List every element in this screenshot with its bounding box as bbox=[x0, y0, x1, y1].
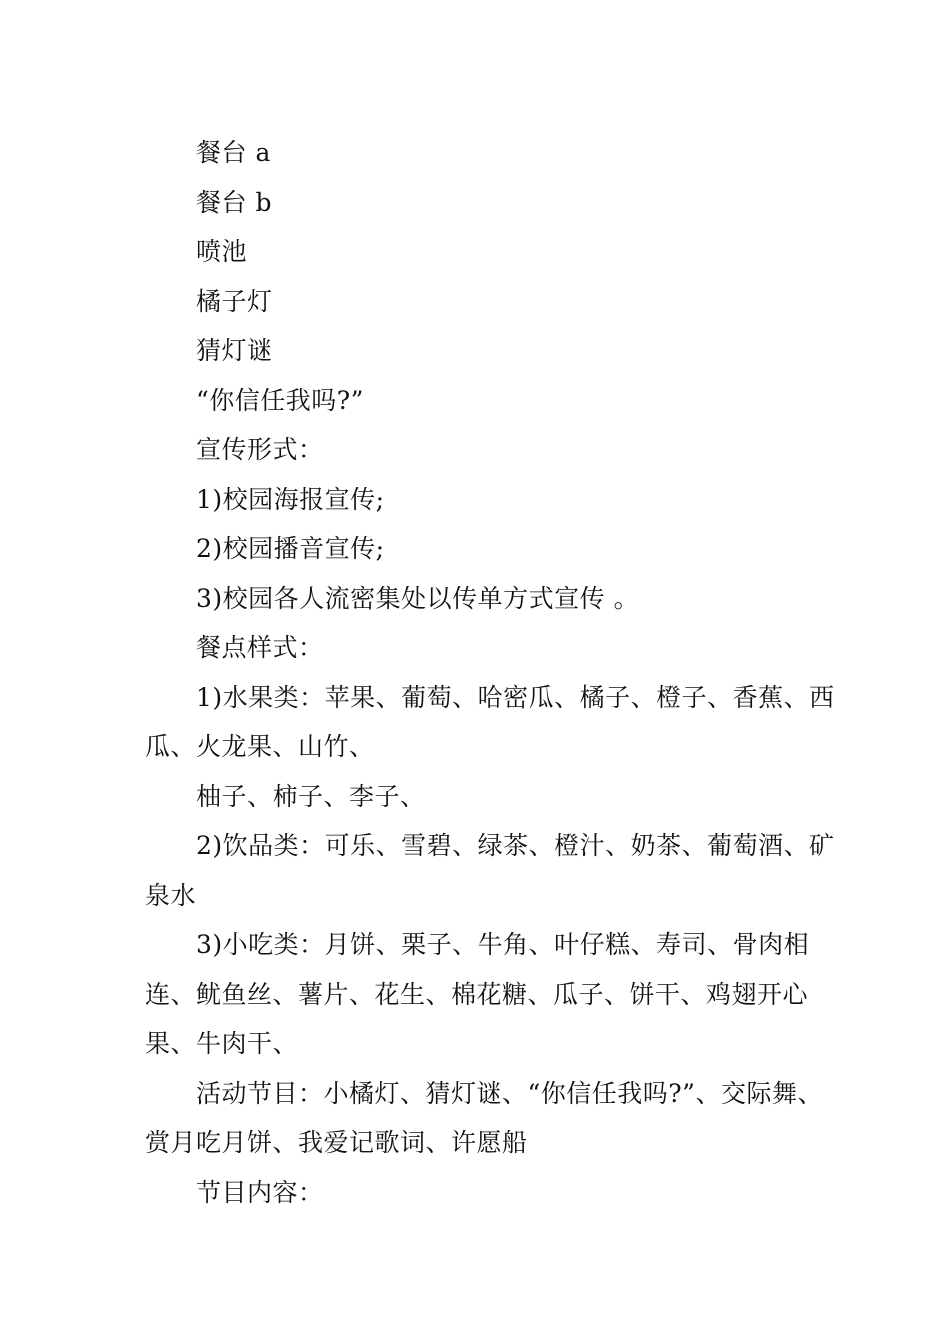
paragraph-promotion-broadcast: 2)校园播音宣传; bbox=[196, 534, 385, 563]
paragraph-menu-snacks: 3)小吃类：月饼、栗子、牛角、叶仔糕、寿司、骨肉相连、鱿鱼丝、薯片、花生、棉花糖、瓜子、饼干、鸡翅开心果、牛肉干、 bbox=[145, 930, 810, 1058]
paragraph-orange-lantern: 橘子灯 bbox=[196, 286, 273, 316]
paragraph-menu-heading: 餐点样式： bbox=[196, 633, 324, 662]
paragraph-promotion-heading: 宣传形式： bbox=[196, 435, 324, 464]
paragraph-fountain: 喷池 bbox=[196, 237, 248, 266]
paragraph-table-a: 餐台 a bbox=[196, 138, 271, 167]
paragraph-menu-fruit: 1)水果类：苹果、葡萄、哈密瓜、橘子、橙子、香蕉、西瓜、火龙果、山竹、 bbox=[145, 682, 835, 761]
document-body bbox=[145, 128, 835, 1217]
paragraph-promotion-poster: 1)校园海报宣传; bbox=[196, 484, 385, 514]
paragraph-trust-game: “你信任我吗?” bbox=[196, 385, 364, 415]
paragraph-program-list: 活动节目：小橘灯、猜灯谜、“你信任我吗?”、交际舞、赏月吃月饼、我爱记歌词、许愿船 bbox=[145, 1078, 823, 1157]
paragraph-program-content-heading: 节目内容： bbox=[196, 1177, 324, 1207]
paragraph-menu-fruit-continued: 柚子、柿子、李子、 bbox=[196, 781, 426, 811]
paragraph-promotion-flyers: 3)校园各人流密集处以传单方式宣传 。 bbox=[196, 583, 640, 613]
paragraph-menu-drinks: 2)饮品类：可乐、雪碧、绿茶、橙汁、奶茶、葡萄酒、矿泉水 bbox=[145, 831, 835, 910]
paragraph-lantern-riddles: 猜灯谜 bbox=[196, 336, 273, 365]
paragraph-table-b: 餐台 b bbox=[196, 187, 272, 217]
